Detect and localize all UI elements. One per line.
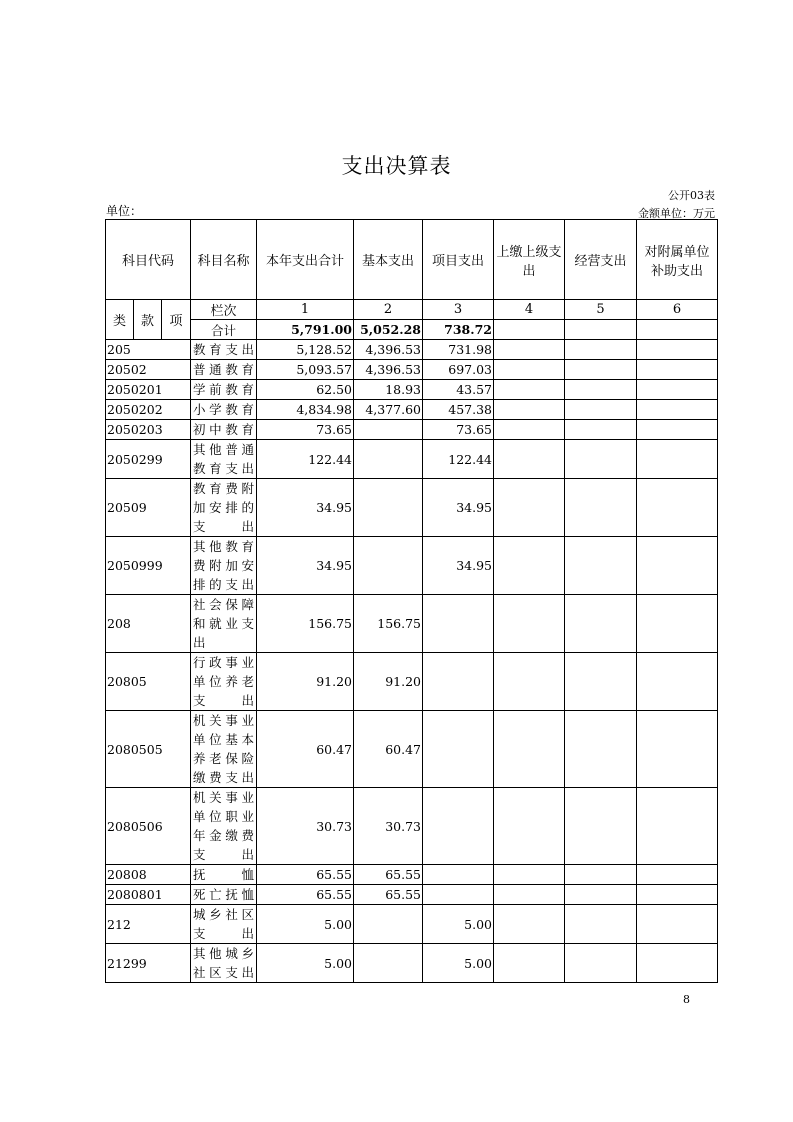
form-number: 公开03表 [668, 189, 715, 202]
row-total: 5.00 [257, 944, 354, 983]
row-project: 5.00 [423, 905, 494, 944]
row-name: 城乡社区支出 [191, 905, 257, 944]
row-code: 2080801 [106, 885, 191, 905]
row-total: 34.95 [257, 537, 354, 595]
sum-label: 合计 [191, 320, 257, 340]
table-row [106, 885, 718, 905]
row-name: 小学教育 [191, 400, 257, 420]
unit-label: 单位： [106, 204, 143, 218]
col-no-5: 5 [565, 300, 637, 320]
col-no-2: 2 [354, 300, 423, 320]
row-total: 5,093.57 [257, 360, 354, 380]
row-subsidy [637, 360, 718, 380]
row-total: 34.95 [257, 479, 354, 537]
row-subsidy [637, 340, 718, 360]
row-upper [494, 944, 565, 983]
row-upper [494, 537, 565, 595]
row-code: 2050201 [106, 380, 191, 400]
row-subsidy [637, 537, 718, 595]
row-basic: 4,396.53 [354, 360, 423, 380]
sum-total: 5,791.00 [257, 320, 354, 340]
table-row [106, 537, 718, 595]
table-row [106, 420, 718, 440]
row-basic: 65.55 [354, 885, 423, 905]
row-upper [494, 380, 565, 400]
row-basic: 30.73 [354, 788, 423, 865]
row-subsidy [637, 380, 718, 400]
row-code: 2080505 [106, 711, 191, 788]
row-project: 122.44 [423, 440, 494, 479]
row-name: 机关事业单位基本养老保险缴费支出 [191, 711, 257, 788]
row-project [423, 885, 494, 905]
row-operation [565, 595, 637, 653]
header-subsidy: 对附属单位补助支出 [637, 220, 718, 300]
row-subsidy [637, 865, 718, 885]
row-name: 死亡抚恤 [191, 885, 257, 905]
row-basic [354, 440, 423, 479]
row-operation [565, 479, 637, 537]
row-basic [354, 479, 423, 537]
row-basic [354, 420, 423, 440]
sum-subsidy [637, 320, 718, 340]
row-upper [494, 865, 565, 885]
table-row [106, 711, 718, 788]
row-upper [494, 479, 565, 537]
row-basic: 18.93 [354, 380, 423, 400]
row-basic: 91.20 [354, 653, 423, 711]
row-operation [565, 865, 637, 885]
row-total: 60.47 [257, 711, 354, 788]
row-code: 2050299 [106, 440, 191, 479]
row-name: 其他普通教育支出 [191, 440, 257, 479]
row-code: 20808 [106, 865, 191, 885]
row-subsidy [637, 944, 718, 983]
row-subsidy [637, 440, 718, 479]
table-row [106, 340, 718, 360]
row-code: 20502 [106, 360, 191, 380]
row-code: 2080506 [106, 788, 191, 865]
header-xiang: 项 [162, 300, 191, 340]
row-name: 抚恤 [191, 865, 257, 885]
header-total: 本年支出合计 [257, 220, 354, 300]
row-upper [494, 340, 565, 360]
row-code: 2050202 [106, 400, 191, 420]
row-code: 2050203 [106, 420, 191, 440]
row-upper [494, 440, 565, 479]
row-project: 34.95 [423, 479, 494, 537]
row-basic: 65.55 [354, 865, 423, 885]
row-total: 62.50 [257, 380, 354, 400]
row-upper [494, 711, 565, 788]
row-total: 4,834.98 [257, 400, 354, 420]
row-total: 30.73 [257, 788, 354, 865]
row-subsidy [637, 595, 718, 653]
table-row [106, 380, 718, 400]
row-subsidy [637, 400, 718, 420]
row-operation [565, 885, 637, 905]
row-code: 21299 [106, 944, 191, 983]
header-code: 科目代码 [106, 220, 191, 300]
row-operation [565, 340, 637, 360]
row-project [423, 653, 494, 711]
col-no-4: 4 [494, 300, 565, 320]
col-no-3: 3 [423, 300, 494, 320]
sum-operation [565, 320, 637, 340]
row-operation [565, 537, 637, 595]
table-row [106, 400, 718, 420]
row-basic: 156.75 [354, 595, 423, 653]
header-basic: 基本支出 [354, 220, 423, 300]
header-lei: 类 [106, 300, 134, 340]
row-project: 697.03 [423, 360, 494, 380]
row-subsidy [637, 653, 718, 711]
row-total: 5,128.52 [257, 340, 354, 360]
row-total: 65.55 [257, 885, 354, 905]
row-operation [565, 905, 637, 944]
row-operation [565, 380, 637, 400]
table-row [106, 788, 718, 865]
table-row [106, 653, 718, 711]
row-total: 65.55 [257, 865, 354, 885]
row-name: 初中教育 [191, 420, 257, 440]
row-subsidy [637, 885, 718, 905]
row-project: 43.57 [423, 380, 494, 400]
row-operation [565, 944, 637, 983]
row-name: 普通教育 [191, 360, 257, 380]
sum-basic: 5,052.28 [354, 320, 423, 340]
header-kuan: 款 [134, 300, 162, 340]
row-code: 20805 [106, 653, 191, 711]
row-name: 行政事业单位养老支出 [191, 653, 257, 711]
row-basic: 60.47 [354, 711, 423, 788]
row-total: 156.75 [257, 595, 354, 653]
table-row [106, 944, 718, 983]
row-subsidy [637, 420, 718, 440]
row-project: 731.98 [423, 340, 494, 360]
row-project: 73.65 [423, 420, 494, 440]
row-basic: 4,396.53 [354, 340, 423, 360]
row-code: 2050999 [106, 537, 191, 595]
sum-upper [494, 320, 565, 340]
sum-project: 738.72 [423, 320, 494, 340]
row-project: 5.00 [423, 944, 494, 983]
table-body [106, 340, 718, 983]
row-operation [565, 440, 637, 479]
row-name: 教育支出 [191, 340, 257, 360]
row-basic: 4,377.60 [354, 400, 423, 420]
row-code: 208 [106, 595, 191, 653]
row-name: 教育费附加安排的支出 [191, 479, 257, 537]
row-subsidy [637, 479, 718, 537]
row-name: 其他教育费附加安排的支出 [191, 537, 257, 595]
table-row [106, 360, 718, 380]
row-name: 社会保障和就业支出 [191, 595, 257, 653]
row-total: 73.65 [257, 420, 354, 440]
money-unit: 金额单位：万元 [638, 207, 715, 220]
header-operation: 经营支出 [565, 220, 637, 300]
header-upper: 上缴上级支出 [494, 220, 565, 300]
row-operation [565, 788, 637, 865]
page-number: 8 [683, 993, 690, 1006]
row-subsidy [637, 711, 718, 788]
row-name: 学前教育 [191, 380, 257, 400]
row-subsidy [637, 905, 718, 944]
row-project [423, 788, 494, 865]
row-operation [565, 653, 637, 711]
header-column-no: 栏次 [191, 300, 257, 320]
row-name: 其他城乡社区支出 [191, 944, 257, 983]
row-upper [494, 653, 565, 711]
row-upper [494, 400, 565, 420]
row-operation [565, 400, 637, 420]
row-total: 5.00 [257, 905, 354, 944]
row-operation [565, 711, 637, 788]
row-upper [494, 885, 565, 905]
row-upper [494, 420, 565, 440]
row-upper [494, 788, 565, 865]
row-basic [354, 537, 423, 595]
row-upper [494, 595, 565, 653]
row-basic [354, 944, 423, 983]
row-operation [565, 360, 637, 380]
table-row [106, 905, 718, 944]
row-project: 457.38 [423, 400, 494, 420]
row-upper [494, 360, 565, 380]
table-row [106, 440, 718, 479]
row-code: 20509 [106, 479, 191, 537]
col-no-1: 1 [257, 300, 354, 320]
row-total: 122.44 [257, 440, 354, 479]
col-no-6: 6 [637, 300, 718, 320]
row-code: 212 [106, 905, 191, 944]
header-project: 项目支出 [423, 220, 494, 300]
row-basic [354, 905, 423, 944]
row-subsidy [637, 788, 718, 865]
row-name: 机关事业单位职业年金缴费支出 [191, 788, 257, 865]
row-project [423, 711, 494, 788]
row-project [423, 865, 494, 885]
expenditure-table [105, 219, 718, 983]
page-title: 支出决算表 [341, 154, 452, 178]
row-operation [565, 420, 637, 440]
header-name: 科目名称 [191, 220, 257, 300]
row-code: 205 [106, 340, 191, 360]
table-row [106, 479, 718, 537]
row-total: 91.20 [257, 653, 354, 711]
row-upper [494, 905, 565, 944]
table-row [106, 595, 718, 653]
row-project [423, 595, 494, 653]
row-project: 34.95 [423, 537, 494, 595]
table-row [106, 865, 718, 885]
